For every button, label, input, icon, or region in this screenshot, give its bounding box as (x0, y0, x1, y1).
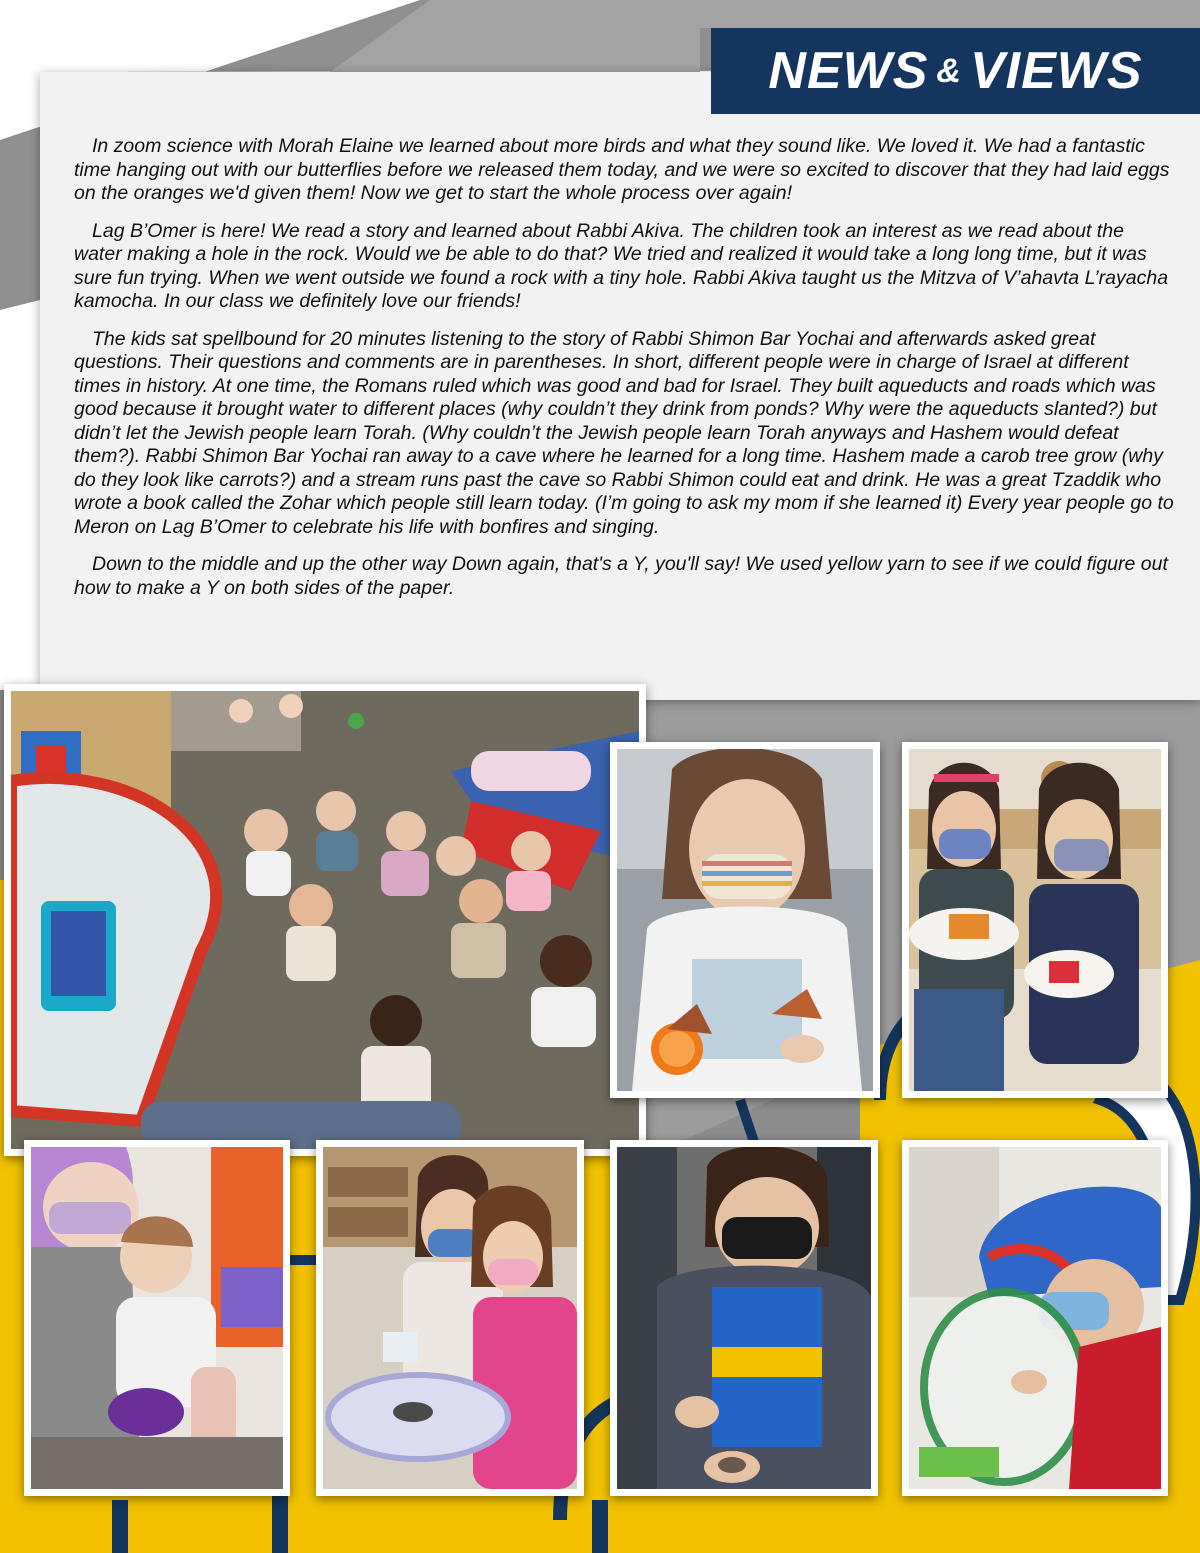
paragraph-rabbi-shimon: The kids sat spellbound for 20 minutes listening to the story of Rabbi Shimon Bar Yochai and afterwards asked great questions. Their questions and comments are in parentheses. In short, different people were in charge of Israel at different times in history. At one time, the Romans ruled which was good and bad for Israel. They built aqueducts and roads which was good because it brought water to different places (why couldn’t they drink from ponds? Why were the aqueducts slanted?) but didn’t let the Jewish people learn Torah. (Why couldn’t the Jewish people learn Torah anyways and Hashem would defeat them?). Rabbi Shimon Bar Yochai ran away to a cave where he learned for a long time. Hashem made a carob tree grow (why do they look like carrots?) and a stream runs past the cave so Rabbi Shimon could eat and drink. He was a great Tzaddik who wrote a book called the Zohar which people still learn today. (I’m going to ask my mom if she learned it) Every year people go to Meron on Lag B’Omer to celebrate his life with bonfires and singing. (74, 327, 1174, 538)
photo-butterflies (610, 742, 880, 1098)
photo-water-play (316, 1140, 584, 1496)
photo-butterfly-habitat (902, 1140, 1168, 1496)
paragraph-letter-y: Down to the middle and up the other way Down again, that's a Y, you'll say! We used yellow yarn to see if we could figure out how to make a Y on both sides of the paper. (74, 553, 1168, 599)
news-views-banner (711, 28, 1200, 114)
photo-baby-playdough-image (31, 1147, 283, 1489)
photo-baby-playdough (24, 1140, 290, 1496)
banner-title-views: VIEWS (969, 42, 1143, 100)
photo-boy-rock-image (617, 1147, 871, 1489)
photo-classroom-circle (4, 684, 646, 1156)
banner-title-amp: & (936, 51, 962, 90)
banner-title-news: NEWS (768, 42, 929, 100)
paragraph-lag-bomer: Lag B’Omer is here! We read a story and learned about Rabbi Akiva. The children took an interest as we read about the water making a hole in the rock. Would we be able to do that? We tried and realized it would take a long long time, but it was sure fun trying. When we went outside we found a rock with a tiny hole. Rabbi Akiva taught us the Mitzva of V’ahavta L’rayacha kamocha. In our class we definitely love our friends! (74, 219, 1169, 312)
paragraph-butterflies: In zoom science with Morah Elaine we learned about more birds and what they sound like. We loved it. We had a fantastic time hanging out with our butterflies before we released them today, and we were so excited to discover that they had laid eggs on the oranges we'd given them! Now we get to start the whole process over again! (74, 135, 1170, 204)
photo-girls-plates (902, 742, 1168, 1098)
photo-boy-rock (610, 1140, 878, 1496)
article-body (74, 135, 1174, 614)
photo-butterflies-image (617, 749, 873, 1091)
photo-butterfly-habitat-image (909, 1147, 1161, 1489)
photo-classroom-circle-image (11, 691, 639, 1149)
photo-water-play-image (323, 1147, 577, 1489)
photo-girls-plates-image (909, 749, 1161, 1091)
